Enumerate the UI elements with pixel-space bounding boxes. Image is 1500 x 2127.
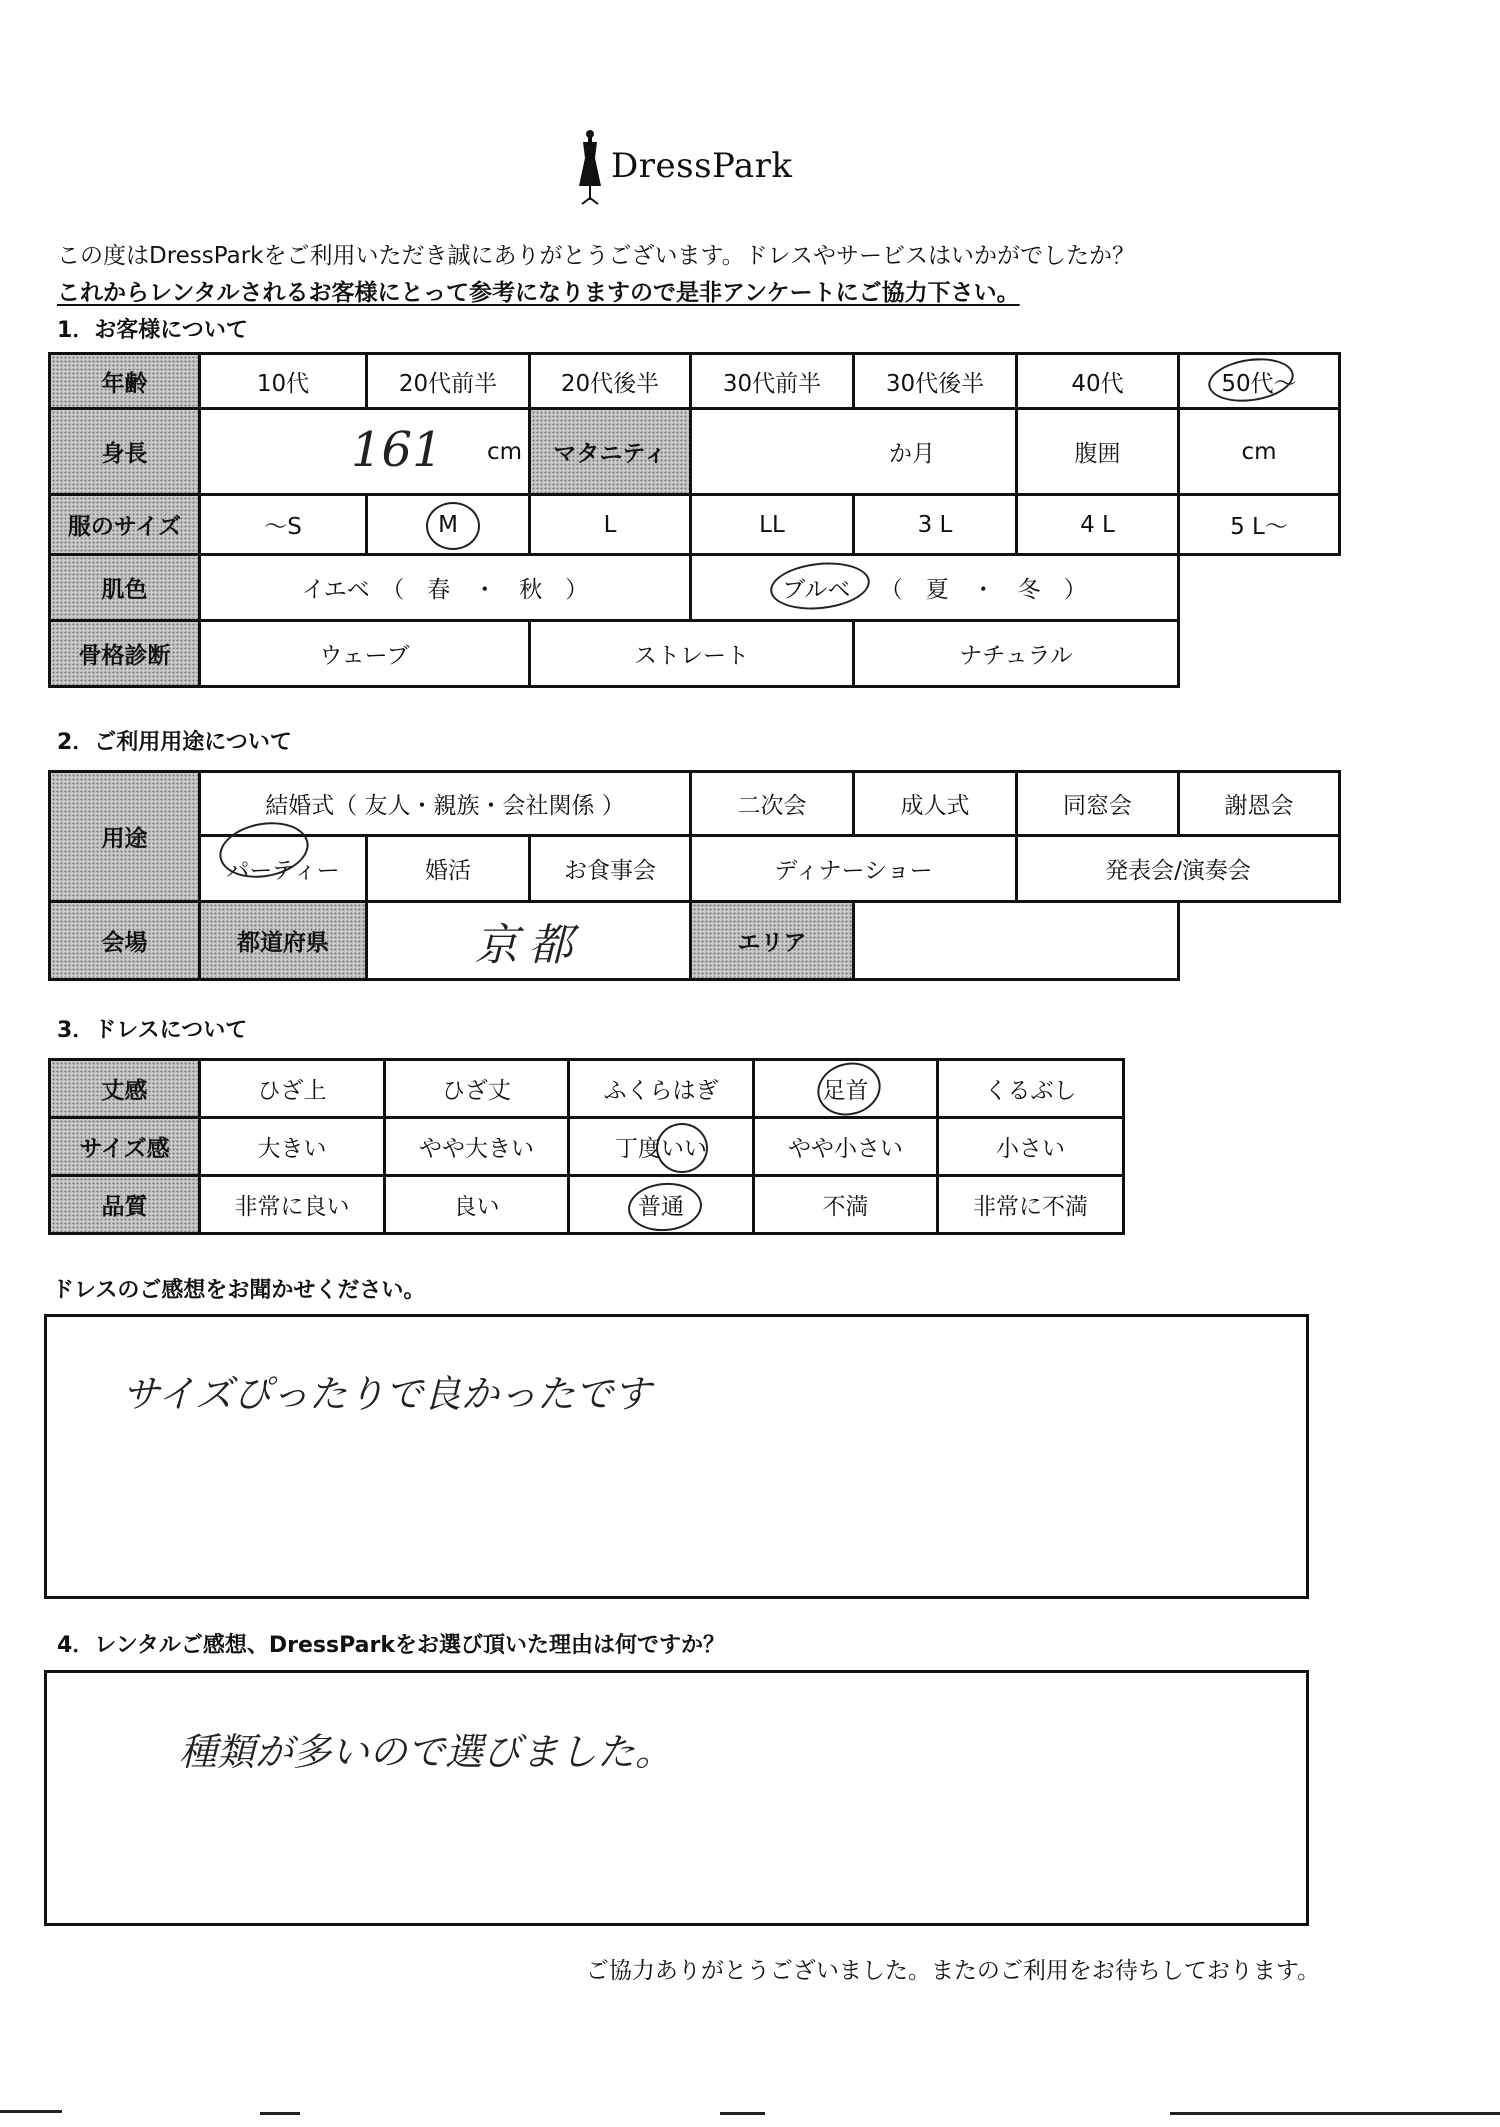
age-option[interactable]: 20代後半	[530, 354, 691, 409]
purpose-label: 用途	[50, 772, 200, 902]
prefecture-label: 都道府県	[200, 902, 367, 980]
height-unit: cm	[486, 438, 522, 465]
purpose-row1	[50, 772, 1340, 836]
skin-option-blue[interactable]	[691, 555, 1179, 621]
area-field[interactable]	[854, 902, 1179, 980]
fit-row	[50, 1118, 1124, 1176]
maternity-months-field[interactable]	[691, 409, 1017, 495]
quality-option[interactable]: 非常に良い	[200, 1176, 385, 1234]
age-option[interactable]: 10代	[200, 354, 367, 409]
age-option[interactable]: 30代前半	[691, 354, 854, 409]
scan-mark	[1170, 2112, 1500, 2115]
length-label: 丈感	[50, 1060, 200, 1118]
waist-field[interactable]	[1179, 409, 1340, 495]
height-value: 161	[351, 422, 443, 478]
purpose-option[interactable]: 婚活	[367, 836, 530, 902]
dress-comment-box[interactable]	[44, 1314, 1309, 1599]
size-row	[50, 495, 1340, 555]
section2-title: 2．ご利用用途について	[57, 730, 292, 755]
purpose-row2	[50, 836, 1340, 902]
size-option[interactable]: LL	[691, 495, 854, 555]
dress-comment-label: ドレスのご感想をお聞かせください。	[52, 1278, 426, 1303]
height-label: 身長	[50, 409, 200, 495]
fit-option[interactable]: やや小さい	[754, 1118, 938, 1176]
age-option[interactable]: 20代前半	[367, 354, 530, 409]
purpose-option[interactable]: お食事会	[530, 836, 691, 902]
purpose-table	[48, 770, 1341, 981]
maternity-label: マタニティ	[530, 409, 691, 495]
size-option-selected[interactable]	[367, 495, 530, 555]
purpose-option[interactable]: 結婚式（ 友人・親族・会社関係 ）	[200, 772, 691, 836]
section3-title: 3．ドレスについて	[57, 1018, 248, 1043]
section1-title: 1．お客様について	[57, 318, 248, 343]
length-option-label: 足首	[822, 1078, 869, 1104]
intro-request: これからレンタルされるお客様にとって参考になりますので是非アンケートにご協力下さい。	[57, 280, 1020, 306]
dress-comment-text: サイズぴったりで良かったです	[122, 1372, 651, 1416]
venue-row	[50, 902, 1340, 980]
quality-option[interactable]: 良い	[385, 1176, 569, 1234]
size-option[interactable]: 4 L	[1017, 495, 1179, 555]
purpose-option-selected[interactable]	[200, 836, 367, 902]
customer-table	[48, 352, 1341, 688]
length-row	[50, 1060, 1124, 1118]
age-option[interactable]: 40代	[1017, 354, 1179, 409]
thanks-message: ご協力ありがとうございました。またのご利用をお待ちしております。	[585, 1958, 1320, 1984]
reason-comment-box[interactable]	[44, 1670, 1309, 1926]
size-option-label: M	[438, 511, 458, 538]
venue-label: 会場	[50, 902, 200, 980]
fit-option-selected[interactable]	[569, 1118, 754, 1176]
purpose-option-label: パーティー	[226, 858, 340, 884]
fit-option-label: 丁度いい	[615, 1136, 707, 1162]
age-option-label: 50代～	[1221, 370, 1297, 397]
size-option[interactable]: 3 L	[854, 495, 1017, 555]
height-field[interactable]	[200, 409, 530, 495]
frame-option[interactable]: ナチュラル	[854, 621, 1179, 687]
fit-option[interactable]: 大きい	[200, 1118, 385, 1176]
skin-option-selected	[782, 571, 850, 604]
skin-label: 肌色	[50, 555, 200, 621]
size-option[interactable]: ～S	[200, 495, 367, 555]
age-row	[50, 354, 1340, 409]
height-row	[50, 409, 1340, 495]
skin-option-blue-label: ブルベ	[782, 577, 851, 603]
dresspark-logo	[575, 128, 835, 208]
quality-row	[50, 1176, 1124, 1234]
waist-label: 腹囲	[1017, 409, 1179, 495]
purpose-option[interactable]: 同窓会	[1017, 772, 1179, 836]
frame-label: 骨格診断	[50, 621, 200, 687]
scan-mark	[720, 2112, 765, 2115]
purpose-option[interactable]: 成人式	[854, 772, 1017, 836]
brand-name: DressPark	[611, 146, 793, 186]
length-option-selected[interactable]	[754, 1060, 938, 1118]
quality-option[interactable]: 非常に不満	[938, 1176, 1124, 1234]
size-label: 服のサイズ	[50, 495, 200, 555]
size-option[interactable]: L	[530, 495, 691, 555]
purpose-option[interactable]: 発表会/演奏会	[1017, 836, 1340, 902]
age-label: 年齢	[50, 354, 200, 409]
size-option[interactable]: 5 L～	[1179, 495, 1340, 555]
prefecture-value: 京都	[474, 919, 583, 971]
skin-row	[50, 555, 1340, 621]
intro-text: この度はDressParkをご利用いただき誠にありがとうございます。ドレスやサービスはいかがでしたか？	[57, 243, 1135, 269]
months-unit: か月	[889, 441, 935, 467]
quality-option-label: 普通	[638, 1194, 684, 1220]
frame-row	[50, 621, 1340, 687]
waist-unit: cm	[1241, 438, 1277, 465]
length-option[interactable]: ひざ上	[200, 1060, 385, 1118]
quality-option-selected[interactable]	[569, 1176, 754, 1234]
purpose-option[interactable]: 謝恩会	[1179, 772, 1340, 836]
scan-mark	[260, 2112, 300, 2115]
age-option[interactable]: 30代後半	[854, 354, 1017, 409]
prefecture-field[interactable]	[367, 902, 691, 980]
frame-option[interactable]: ストレート	[530, 621, 854, 687]
frame-option[interactable]: ウェーブ	[200, 621, 530, 687]
dress-form-icon	[575, 128, 605, 208]
length-option[interactable]: くるぶし	[938, 1060, 1124, 1118]
dress-table	[48, 1058, 1125, 1235]
age-option-selected[interactable]	[1179, 354, 1340, 409]
scan-mark	[0, 2110, 62, 2113]
skin-option-blue-seasons: （ 夏 ・ 冬 ）	[879, 577, 1087, 603]
purpose-option[interactable]: 二次会	[691, 772, 854, 836]
length-option[interactable]: ふくらはぎ	[569, 1060, 754, 1118]
reason-comment-text: 種類が多いので選びました。	[179, 1730, 674, 1774]
purpose-option[interactable]: ディナーショー	[691, 836, 1017, 902]
fit-option[interactable]: やや大きい	[385, 1118, 569, 1176]
fit-label: サイズ感	[50, 1118, 200, 1176]
length-option[interactable]: ひざ丈	[385, 1060, 569, 1118]
area-label: エリア	[691, 902, 854, 980]
skin-option-yellow[interactable]: イエベ （ 春 ・ 秋 ）	[200, 555, 691, 621]
fit-option[interactable]: 小さい	[938, 1118, 1124, 1176]
section4-title: 4．レンタルご感想、DressParkをお選び頂いた理由は何ですか？	[57, 1633, 725, 1658]
quality-option[interactable]: 不満	[754, 1176, 938, 1234]
quality-label: 品質	[50, 1176, 200, 1234]
